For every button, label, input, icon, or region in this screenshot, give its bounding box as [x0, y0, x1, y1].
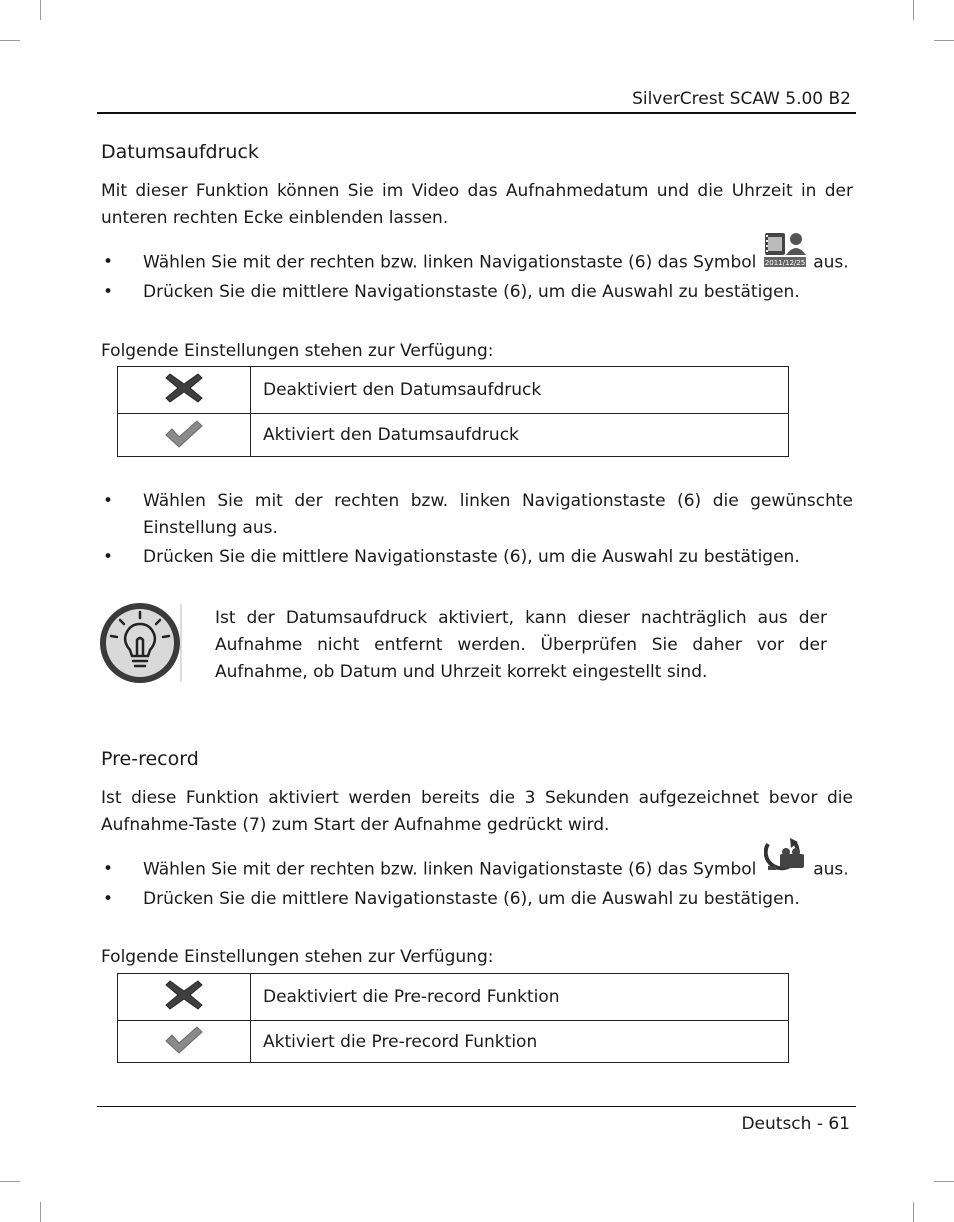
bullet-dot: •: [102, 491, 114, 511]
table-cell-label: Deaktiviert die Pre-record Funktion: [251, 974, 789, 1021]
crop-mark: [0, 40, 20, 41]
check-icon: [164, 434, 204, 454]
section1-bullet-1: [101, 249, 853, 277]
bullet-text: Wählen Sie mit der rechten bzw. linken Navigationstaste (6) das Symbol: [143, 859, 757, 880]
bullet-text: Drücken Sie die mittlere Navigationstaste (6), um die Auswahl zu bestätigen.: [143, 282, 800, 302]
crop-mark: [934, 40, 954, 41]
bullet-text: Drücken Sie die mittlere Navigationstaste (6), um die Auswahl zu bestätigen.: [143, 547, 800, 567]
section2-bullet-2: [101, 886, 853, 913]
table-cell-label: Deaktiviert den Datumsaufdruck: [251, 367, 789, 414]
bullet-text: Drücken Sie die mittlere Navigationstaste (6), um die Auswahl zu bestätigen.: [143, 889, 800, 909]
crop-mark: [0, 1181, 20, 1182]
bullet-text: Wählen Sie mit der rechten bzw. linken Navigationstaste (6) das Symbol: [143, 252, 757, 273]
table-row: [118, 367, 789, 414]
bullet-dot: •: [102, 282, 114, 302]
page-number: Deutsch - 61: [741, 1114, 850, 1134]
bullet-dot: •: [102, 252, 114, 272]
section-heading-pre-record: Pre-record: [101, 748, 199, 770]
section2-bullet-1: [101, 856, 853, 884]
table-row: [118, 414, 789, 457]
date-stamp-text: 2011/12/25: [764, 259, 805, 267]
section2-intro: Ist diese Funktion aktiviert werden bereits die 3 Sekunden aufgezeichnet bevor die Aufnahme-Taste (7) zum Start der Aufnahme gedrückt wird.: [101, 788, 853, 835]
footer-rule: [97, 1106, 856, 1107]
header-rule: [97, 112, 856, 114]
table-row: [118, 1021, 789, 1063]
divider: [180, 604, 182, 682]
section2-settings-table: [117, 973, 789, 1063]
bullet-text: aus.: [813, 859, 849, 880]
cross-icon: [164, 998, 204, 1018]
bullet-dot: •: [102, 547, 114, 567]
crop-mark: [40, 0, 41, 20]
section1-bullet-3: [101, 488, 853, 542]
crop-mark: [913, 0, 914, 20]
section1-intro: Mit dieser Funktion können Sie im Video das Aufnahmedatum und die Uhrzeit in der unteren rechten Ecke einblenden lassen.: [101, 181, 853, 228]
section1-settings-intro: Folgende Einstellungen stehen zur Verfügung:: [101, 341, 494, 361]
header-title: SilverCrest SCAW 5.00 B2: [632, 89, 851, 109]
bullet-text: Wählen Sie mit der rechten bzw. linken Navigationstaste (6) die gewünschte Einstellung aus.: [143, 491, 853, 538]
crop-mark: [934, 1181, 954, 1182]
table-cell-label: Aktiviert die Pre-record Funktion: [251, 1021, 789, 1063]
table-row: [118, 974, 789, 1021]
section1-bullet-2: [101, 279, 853, 306]
section1-bullet-4: [101, 544, 853, 571]
crop-mark: [913, 1202, 914, 1222]
cross-icon: [164, 391, 204, 411]
bullet-text: aus.: [813, 252, 849, 273]
section1-settings-table: [117, 366, 789, 457]
bullet-dot: •: [102, 889, 114, 909]
date-stamp-symbol-icon: [764, 231, 806, 276]
bullet-dot: •: [102, 859, 114, 879]
lightbulb-tip-icon: [98, 600, 184, 691]
pre-record-symbol-icon: [764, 838, 806, 883]
tip-text: Ist der Datumsaufdruck aktiviert, kann dieser nachträglich aus der Aufnahme nicht entfernt werden. Überprüfen Sie daher vor der Aufnahme, ob Datum und Uhrzeit korrekt eingestellt sind.: [215, 608, 827, 682]
check-icon: [164, 1040, 204, 1060]
section-heading-datumsaufdruck: Datumsaufdruck: [101, 141, 259, 163]
crop-mark: [40, 1202, 41, 1222]
section2-settings-intro: Folgende Einstellungen stehen zur Verfügung:: [101, 947, 494, 967]
table-cell-label: Aktiviert den Datumsaufdruck: [251, 414, 789, 457]
